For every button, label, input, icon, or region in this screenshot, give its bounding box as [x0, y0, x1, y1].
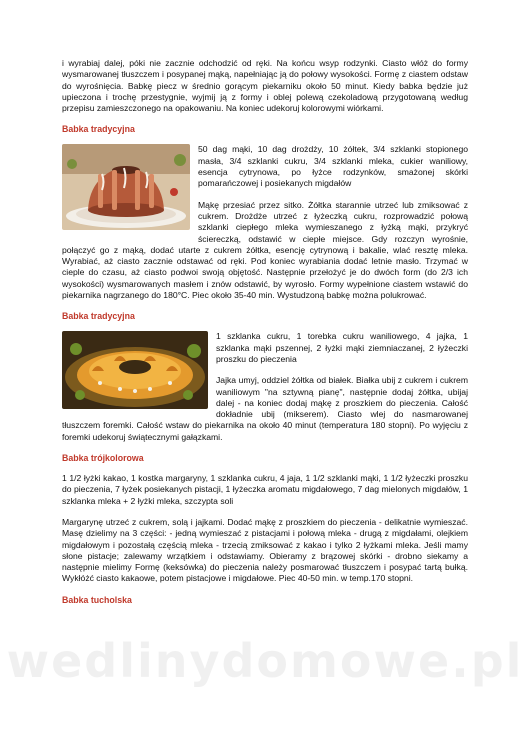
recipe-title: Babka trójkolorowa — [62, 453, 144, 464]
recipe-ingredients: 50 dag mąki, 10 dag drożdży, 10 żółtek, 3/4 szklanki stopionego masła, 3/4 szklanki cukru, 3/4 szklanki mleka, cukier waniliowy, esencja cytrynowa, po łyżce rodzynków, smażonej skórki pomarańczowej i posiekanych migdałów — [198, 144, 468, 189]
intro-paragraph: i wyrabiaj dalej, póki nie zacznie odchodzić od ręki. Na końcu wsyp rodzynki. Ciasto włóż do formy wysmarowanej tłuszczem i posypanej mąką, napełniając ją do połowy wysokości. Formę z ciastem odstaw do wyrośnięcia. Babkę piecz w średnio gorącym piekarniku około 50 minut. Kiedy babka będzie już upieczona i trochę przestygnie, wyjmij ją z formy i oblej polewą czekoladową przygotowaną według przepisu zamieszczonego na opakowaniu. Na koniec udekoruj kolorowymi wiórkami. — [62, 58, 468, 114]
watermark: wedlinydomowe.pl — [6, 634, 524, 688]
recipe-babka-tradycyjna-1 — [62, 124, 468, 311]
recipe-method: Mąkę przesiać przez sitko. Żółtka starannie utrzeć lub zmiksować z cukrem. Drożdże utrzeć z łyżeczką cukru, rozprowadzić połową szklanki ciepłego mleka wymieszanego z łyżką mąki, przykryć ściereczką, odstawić w ciepłe miejsce. Gdy rozczyn wyrośnie, połączyć go z mąką, dodać utarte z cukrem żółtka, esencję cytrynową i bakalie, wlać resztę mleka. Wyrabiać, aż ciasto zacznie odstawać od ręki. Pod koniec wyrabiania dodać letnie masło. Trzymać w cieple do czasu, aż ciasto podwoi swoją objętość. Następnie przełożyć je do dwóch form (do 2/3 ich wysokości) wysmarowanych masłem i znów odstawić, by wyrosło. Formy wypełnione ciastem wstawić do piekarnika nagrzanego do 180°C. Piec około 35-40 min. Wystudzoną babkę można polukrować. — [62, 199, 468, 301]
recipe-ingredients: 1 szklanka cukru, 1 torebka cukru waniliowego, 4 jajka, 1 szklanka mąki pszennej, 2 łyżki mąki ziemniaczanej, 2 łyżeczki proszku do pieczenia — [216, 331, 468, 364]
bundt-cake-photo — [62, 144, 190, 230]
recipe-babka-trojkolorowa — [62, 453, 468, 585]
recipe-babka-tucholska — [62, 595, 468, 606]
recipe-method: Jajka umyj, oddziel żółtka od białek. Białka ubij z cukrem i cukrem waniliowym "na sztywną pianę", następnie dodaj żółtka, ubijaj dalej - na koniec dodaj mąkę z proszkiem do pieczenia. Całość dokładnie ubij (mikserem). Ciasto wlej do nasmarowanej tłuszczem foremki. Całość wstaw do piekarnika na około 40 minut (temperatura 180 stopni). Po wyjęciu z foremki udekoruj świątecznymi gałązkami. — [62, 375, 468, 442]
document-page — [62, 58, 468, 615]
recipe-title: Babka tucholska — [62, 594, 132, 605]
recipe-method: Margarynę utrzeć z cukrem, solą i jajkami. Dodać mąkę z proszkiem do pieczenia - delikatnie wymieszać. Masę dzielimy na 3 części: - jedną wymieszać z pistacjami i połową mleka - drugą z migdałami, olejkiem migdałowym i pozostałą częścią mleka - trzecią zmiksować z kakao i tylko 2 łyżkami mleka. Jeśli mamy słone pistacje; zalewamy wrzątkiem i odstawiamy. Obieramy z brązowej skórki - drobno siekamy a następnie mielimy Formę (keksówka) do pieczenia należy posmarować tłuszczem i posypać tartą bułką. Wykłóżć ciasto kakaowe, potem pistacjowe i migdałowe. Piec 40-50 min. w temp.170 stopni. — [62, 516, 468, 584]
recipe-ingredients: 1 1/2 łyżki kakao, 1 kostka margaryny, 1 szklanka cukru, 4 jaja, 1 1/2 szklanki mąki, 1 1/2 łyżeczki proszku do pieczenia, 7 łyżek posiekanych pistacji, 1 łyżeczka aromatu migdałowego, 7 dag mielonych migdałów, 1 szklanka mleka + 2 łyżki mleka, szczypta soli — [62, 473, 468, 506]
recipe-title: Babka tradycyjna — [62, 124, 135, 135]
recipe-babka-tradycyjna-2 — [62, 311, 468, 453]
bundt-cake-photo — [62, 331, 208, 409]
recipe-title: Babka tradycyjna — [62, 311, 135, 322]
